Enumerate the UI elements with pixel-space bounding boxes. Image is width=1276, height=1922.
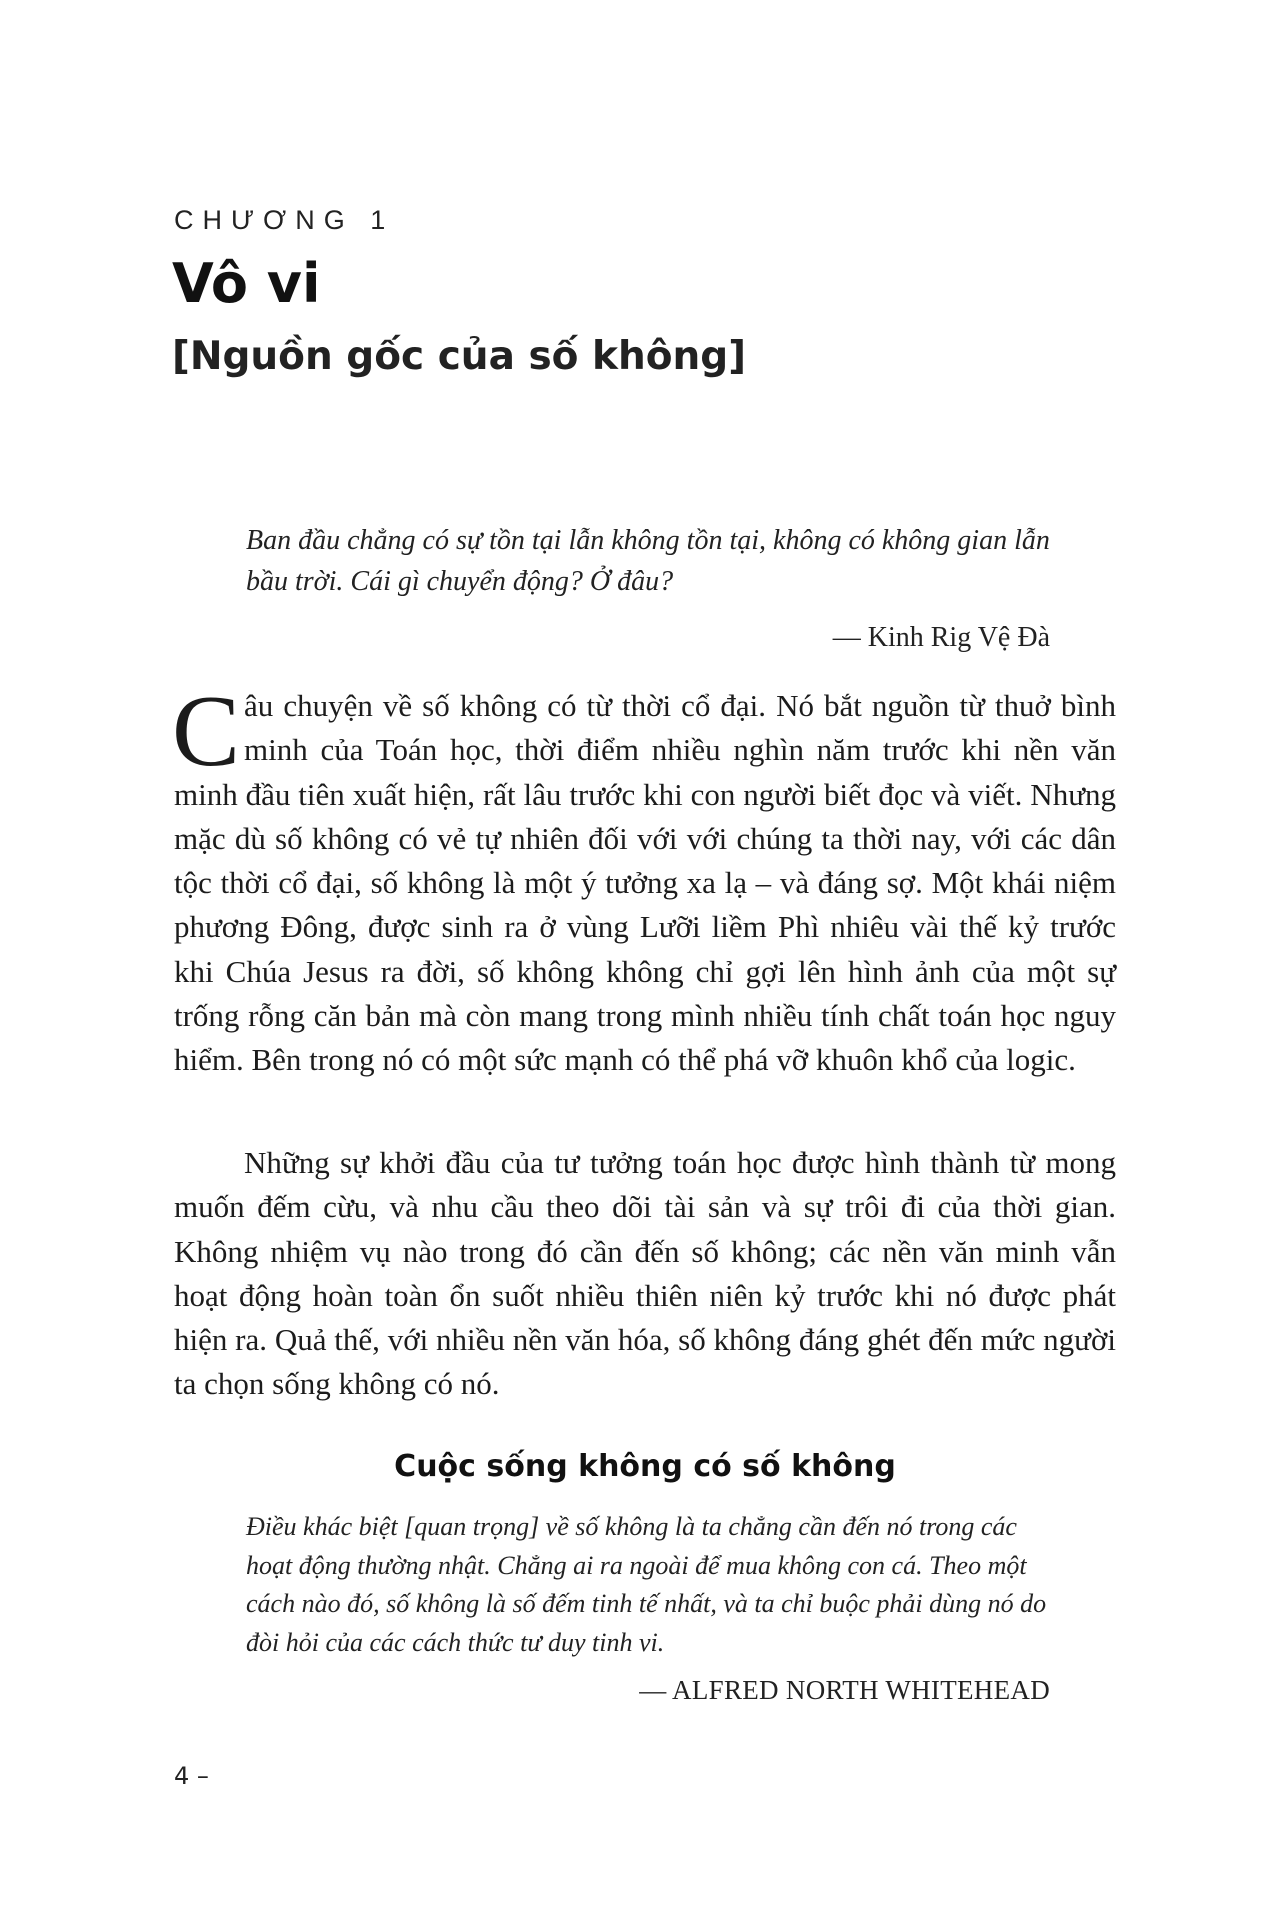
chapter-subtitle: [Nguồn gốc của số không] bbox=[172, 334, 747, 379]
body-paragraph-2: Những sự khởi đầu của tư tưởng toán học được hình thành từ mong muốn đếm cừu, và nhu cầu theo dõi tài sản và sự trôi đi của thời gian. Không nhiệm vụ nào trong đó cần đến số không; các nền văn minh vẫn hoạt động hoàn toàn ổn suốt nhiều thiên niên kỷ trước khi nó được phát hiện ra. Quả thế, với nhiều nền văn hóa, số không đáng ghét đến mức người ta chọn sống không có nó. bbox=[174, 1145, 1116, 1402]
epigraph-attribution: — Kinh Rig Vệ Đà bbox=[832, 622, 1050, 653]
section-epigraph-attribution: — ALFRED NORTH WHITEHEAD bbox=[639, 1675, 1050, 1705]
chapter-title: Vô vi bbox=[172, 252, 321, 315]
paragraph-1-text: âu chuyện về số không có từ thời cổ đại. Nó bắt nguồn từ thuở bình minh của Toán học, thời điểm nhiều nghìn năm trước khi nền văn minh đầu tiên xuất hiện, rất lâu trước khi con người biết đọc và viết. Nhưng mặc dù số không có vẻ tự nhiên đối với với chúng ta thời nay, với các dân tộc thời cổ đại, số không là một ý tưởng xa lạ – và đáng sợ. Một khái niệm phương Đông, được sinh ra ở vùng Lưỡi liềm Phì nhiêu vài thế kỷ trước khi Chúa Jesus ra đời, số không không chỉ gợi lên hình ảnh của một sự trống rỗng căn bản mà còn mang trong mình nhiều tính chất toán học nguy hiểm. Bên trong nó có một sức mạnh có thể phá vỡ khuôn khổ của logic. bbox=[174, 688, 1116, 1078]
epigraph-quote: Ban đầu chẳng có sự tồn tại lẫn không tồn tại, không có không gian lẫn bầu trời. Cái gì chuyển động? Ở đâu? bbox=[246, 525, 1050, 597]
chapter-label: CHƯƠNG 1 bbox=[174, 205, 395, 235]
page-number: 4 – bbox=[174, 1762, 209, 1790]
section-epigraph-quote: Điều khác biệt [quan trọng] về số không là ta chẳng cần đến nó trong các hoạt động thường nhật. Chẳng ai ra ngoài để mua không con cá. Theo một cách nào đó, số không là số đếm tinh tế nhất, và ta chỉ buộc phải dùng nó do đòi hỏi của các cách thức tư duy tinh vi. bbox=[246, 1512, 1047, 1657]
section-heading: Cuộc sống không có số không bbox=[394, 1449, 896, 1484]
drop-cap: C bbox=[172, 675, 241, 788]
body-paragraph-1 bbox=[172, 675, 1116, 1083]
